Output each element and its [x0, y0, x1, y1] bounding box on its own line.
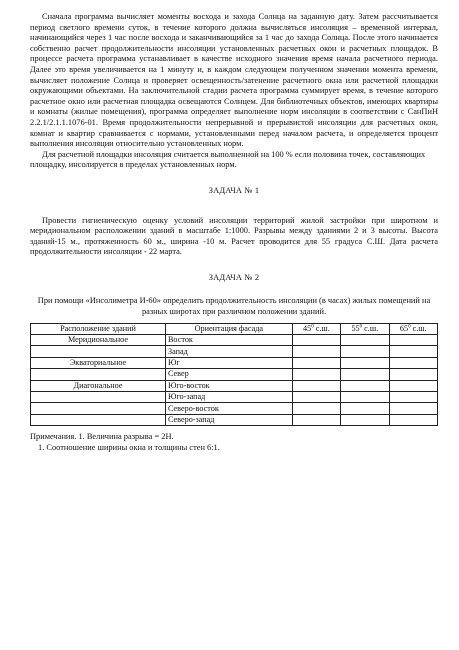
- cell-location: Меридиональное: [31, 335, 166, 346]
- header-location: Расположение зданий: [31, 323, 166, 334]
- cell-orientation: Юго-восток: [165, 380, 292, 391]
- cell-lat-45: [292, 403, 340, 414]
- degree-sign: 0: [359, 324, 363, 330]
- lat-55-value: 55: [351, 323, 360, 333]
- degree-sign: 0: [408, 324, 411, 330]
- table-row: [31, 392, 438, 403]
- cell-lat-65: [389, 403, 437, 414]
- cell-orientation: Запад: [165, 346, 292, 357]
- cell-lat-45: [292, 414, 340, 425]
- cell-orientation: Юго-запад: [165, 392, 292, 403]
- cell-lat-45: [292, 346, 340, 357]
- table-row: [31, 335, 438, 346]
- cell-lat-45: [292, 335, 340, 346]
- table-row: [31, 357, 438, 368]
- cell-orientation: Северо-восток: [165, 403, 292, 414]
- cell-lat-55: [341, 392, 389, 403]
- cell-lat-55: [341, 335, 389, 346]
- cell-lat-55: [341, 414, 389, 425]
- cell-location: [31, 414, 166, 425]
- task2-text: При помощи «Инсолиметра И-60» определить продолжительность инсоляции (в часах) жилых помещений на разных широтах при различном положении зданий.: [37, 296, 431, 317]
- task1-text: Провести гигиеническую оценку условий инсоляции территорий жилой застройки при широтном и меридиональном расположении зданий в масштабе 1:1000. Разрывы между зданиями 2 и 3 высоты. Высота зданий-15 м., протяженность 60 м., ширина -10 м. Расчет проводится для 55 градуса С.Ш. Дата расчета продолжительности инсоляции - 22 марта.: [30, 215, 438, 257]
- document-page: [30, 12, 438, 453]
- lat-suffix: с.ш.: [362, 323, 379, 333]
- cell-lat-55: [341, 346, 389, 357]
- cell-lat-65: [389, 380, 437, 391]
- cell-location: [31, 346, 166, 357]
- lat-45-value: 45: [303, 323, 312, 333]
- cell-lat-65: [389, 392, 437, 403]
- header-lat-55: [341, 323, 389, 334]
- intro-paragraph-2: Для расчетной площадки инсоляция считается выполненной на 100 % если половина точек, составляющих площадку, инсолируется в пределах установленных норм.: [30, 149, 426, 170]
- cell-orientation: Восток: [165, 335, 292, 346]
- cell-orientation: Северо-запад: [165, 414, 292, 425]
- lat-suffix: с.ш.: [313, 323, 330, 333]
- cell-lat-65: [389, 335, 437, 346]
- header-lat-45: [292, 323, 340, 334]
- cell-lat-65: [389, 369, 437, 380]
- cell-lat-45: [292, 380, 340, 391]
- table-row: [31, 369, 438, 380]
- lat-65-value: 65: [399, 323, 409, 333]
- table-header-row: [31, 323, 438, 334]
- note-line-1: Примечания. 1. Величина разрыва = 2Н.: [30, 432, 174, 442]
- cell-lat-65: [389, 357, 437, 368]
- cell-lat-55: [341, 403, 389, 414]
- cell-location: [31, 369, 166, 380]
- cell-orientation: Юг: [165, 357, 292, 368]
- cell-orientation: Север: [165, 369, 292, 380]
- cell-lat-45: [292, 392, 340, 403]
- cell-lat-55: [341, 357, 389, 368]
- lat-suffix: с.ш.: [410, 323, 427, 333]
- task2-title: ЗАДАЧА № 2: [208, 272, 260, 282]
- cell-lat-55: [341, 380, 389, 391]
- cell-lat-65: [389, 414, 437, 425]
- cell-location: [31, 403, 166, 414]
- cell-location: Диагональное: [31, 380, 166, 391]
- task1-title: ЗАДАЧА № 1: [208, 185, 260, 195]
- notes-block: [30, 432, 438, 453]
- header-orientation: Ориентация фасада: [165, 323, 292, 334]
- cell-lat-55: [341, 369, 389, 380]
- insolation-table: [30, 323, 438, 427]
- cell-lat-45: [292, 357, 340, 368]
- table-row: [31, 403, 438, 414]
- cell-location: [31, 392, 166, 403]
- table-row: [31, 346, 438, 357]
- note-line-2: 1. Соотношение ширины окна и толщины стен 6:1.: [38, 442, 220, 452]
- table-row: [31, 414, 438, 425]
- degree-sign: 0: [311, 324, 314, 330]
- cell-lat-45: [292, 369, 340, 380]
- intro-paragraph-1: Сначала программа вычисляет моменты восхода и захода Солнца на заданную дату. Затем рассчитывается период светлого времени суток, в течение которого должна вычисляться инсоляция – временной интервал, начинающийся через 1 час после восхода и заканчивающийся за 1 час до захода Солнца. После этого начинается собственно расчет продолжительности инсоляции установленных расчетных окон и расчетных площадок. В процессе расчета программа устанавливает в качестве исходного значения время начала расчетного периода. Далее это время увеличивается на 1 минуту и, в каждом следующем полученном значении момента времени, вычисляет положение Солнца и проверяет освещенность/затенение расчетного окна или расчетной площадки окружающими объектами. На заключительной стадии расчета программа суммирует время, в течение которого расчетное окно или расчетная площадка освещаются Солнцем. Для библиотечных объектов, имеющих квартиры и комнаты (жилые помещения), программа определяет выполнение норм инсоляции в соответствии с СанПиН 2.2.1/2.1.1.1076-01. Время продолжительности непрерывной и прерывистой инсоляции для расчетных окон, комнат и квартир сравнивается с нормами, установленными перед началом расчета, и определяется процент выполнения инсоляции относительно установленных норм.: [30, 12, 438, 149]
- cell-lat-65: [389, 346, 437, 357]
- cell-location: Экваториальное: [31, 357, 166, 368]
- header-lat-65: [389, 323, 437, 334]
- table-row: [31, 380, 438, 391]
